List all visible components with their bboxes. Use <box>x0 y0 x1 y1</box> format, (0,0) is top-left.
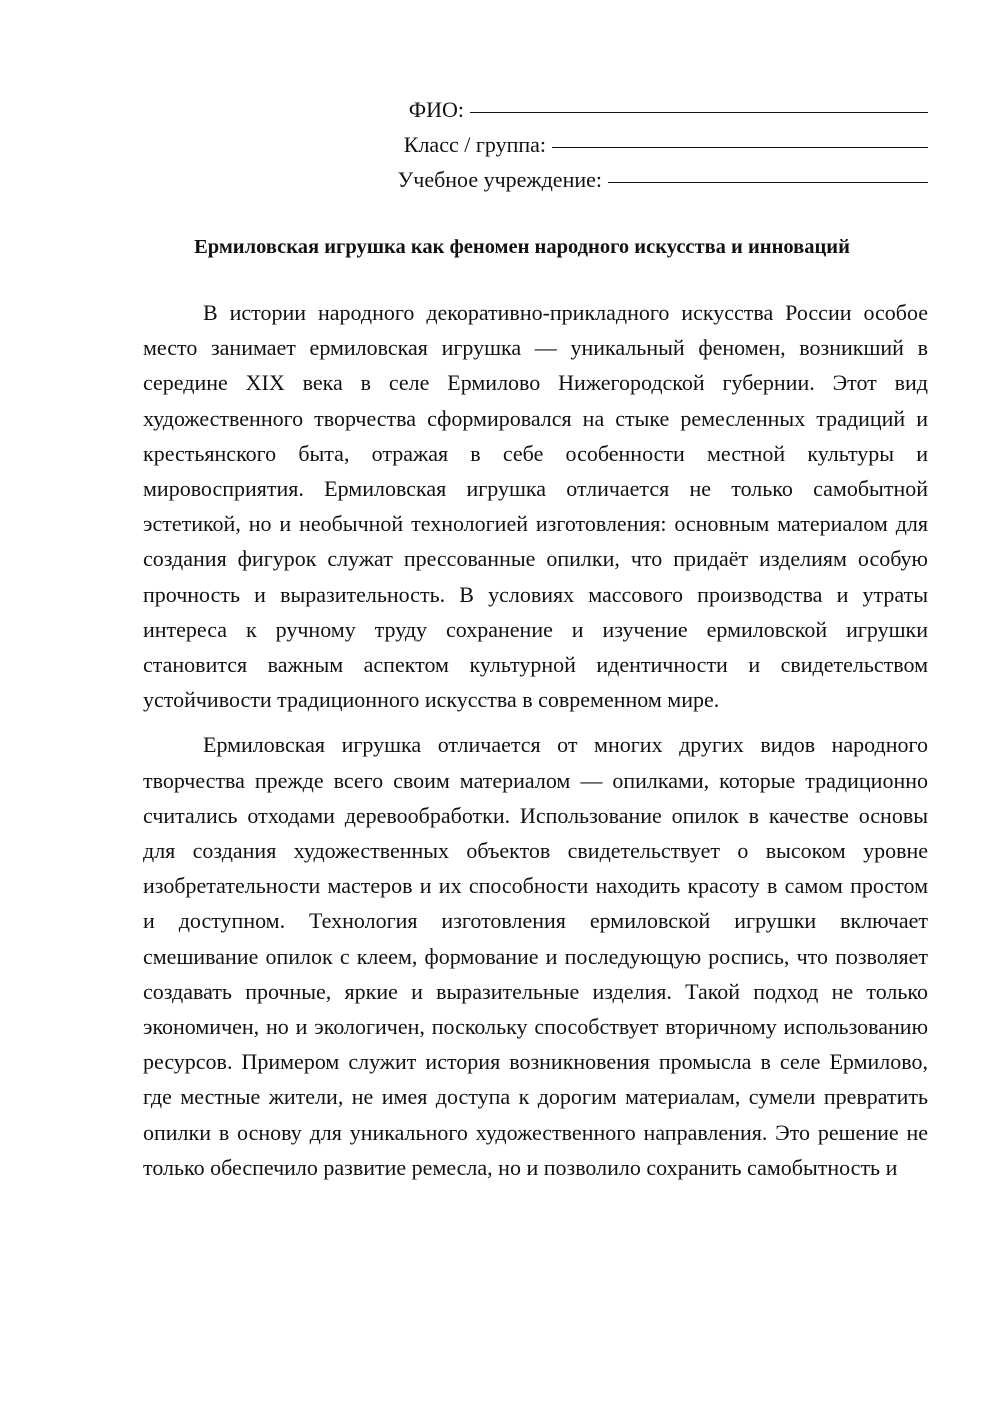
student-info-form <box>328 92 928 197</box>
school-label: Учебное учреждение: <box>397 167 602 192</box>
class-label: Класс / группа: <box>403 132 546 157</box>
school-field <box>328 162 928 197</box>
name-field <box>328 92 928 127</box>
essay-body <box>143 295 928 1195</box>
name-blank-line[interactable] <box>470 111 928 113</box>
essay-title: Ермиловская игрушка как феномен народного искусства и инноваций <box>194 236 850 258</box>
class-blank-line[interactable] <box>552 146 928 148</box>
school-blank-line[interactable] <box>608 181 928 183</box>
class-field <box>328 127 928 162</box>
paragraph-1: В истории народного декоративно-прикладного искусства России особое место занимает ермиловская игрушка — уникальный феномен, возникший в середине XIX века в селе Ермилово Нижегородской губернии. Этот вид художественного творчества сформировался на стыке ремесленных традиций и крестьянского быта, отражая в себе особенности местной культуры и мировосприятия. Ермиловская игрушка отличается не только самобытной эстетикой, но и необычной технологией изготовления: основным материалом для создания фигурок служат прессованные опилки, что придаёт изделиям особую прочность и выразительность. В условиях массового производства и утраты интереса к ручному труду сохранение и изучение ермиловской игрушки становится важным аспектом культурной идентичности и свидетельством устойчивости традиционного искусства в современном мире. <box>143 300 928 713</box>
paragraph-2: Ермиловская игрушка отличается от многих других видов народного творчества прежде всего своим материалом — опилками, которые традиционно считались отходами деревообработки. Использование опилок в качестве основы для создания художественных объектов свидетельствует о высоком уровне изобретательности мастеров и их способности находить красоту в самом простом и доступном. Технология изготовления ермиловской игрушки включает смешивание опилок с клеем, формование и последующую роспись, что позволяет создавать прочные, яркие и выразительные изделия. Такой подход не только экономичен, но и экологичен, поскольку способствует вторичному использованию ресурсов. Примером служит история возникновения промысла в селе Ермилово, где местные жители, не имея доступа к дорогим материалам, сумели превратить опилки в основу для уникального художественного направления. Это решение не только обеспечило развитие ремесла, но и позволило сохранить самобытность и <box>143 732 928 1180</box>
name-label: ФИО: <box>408 97 464 122</box>
